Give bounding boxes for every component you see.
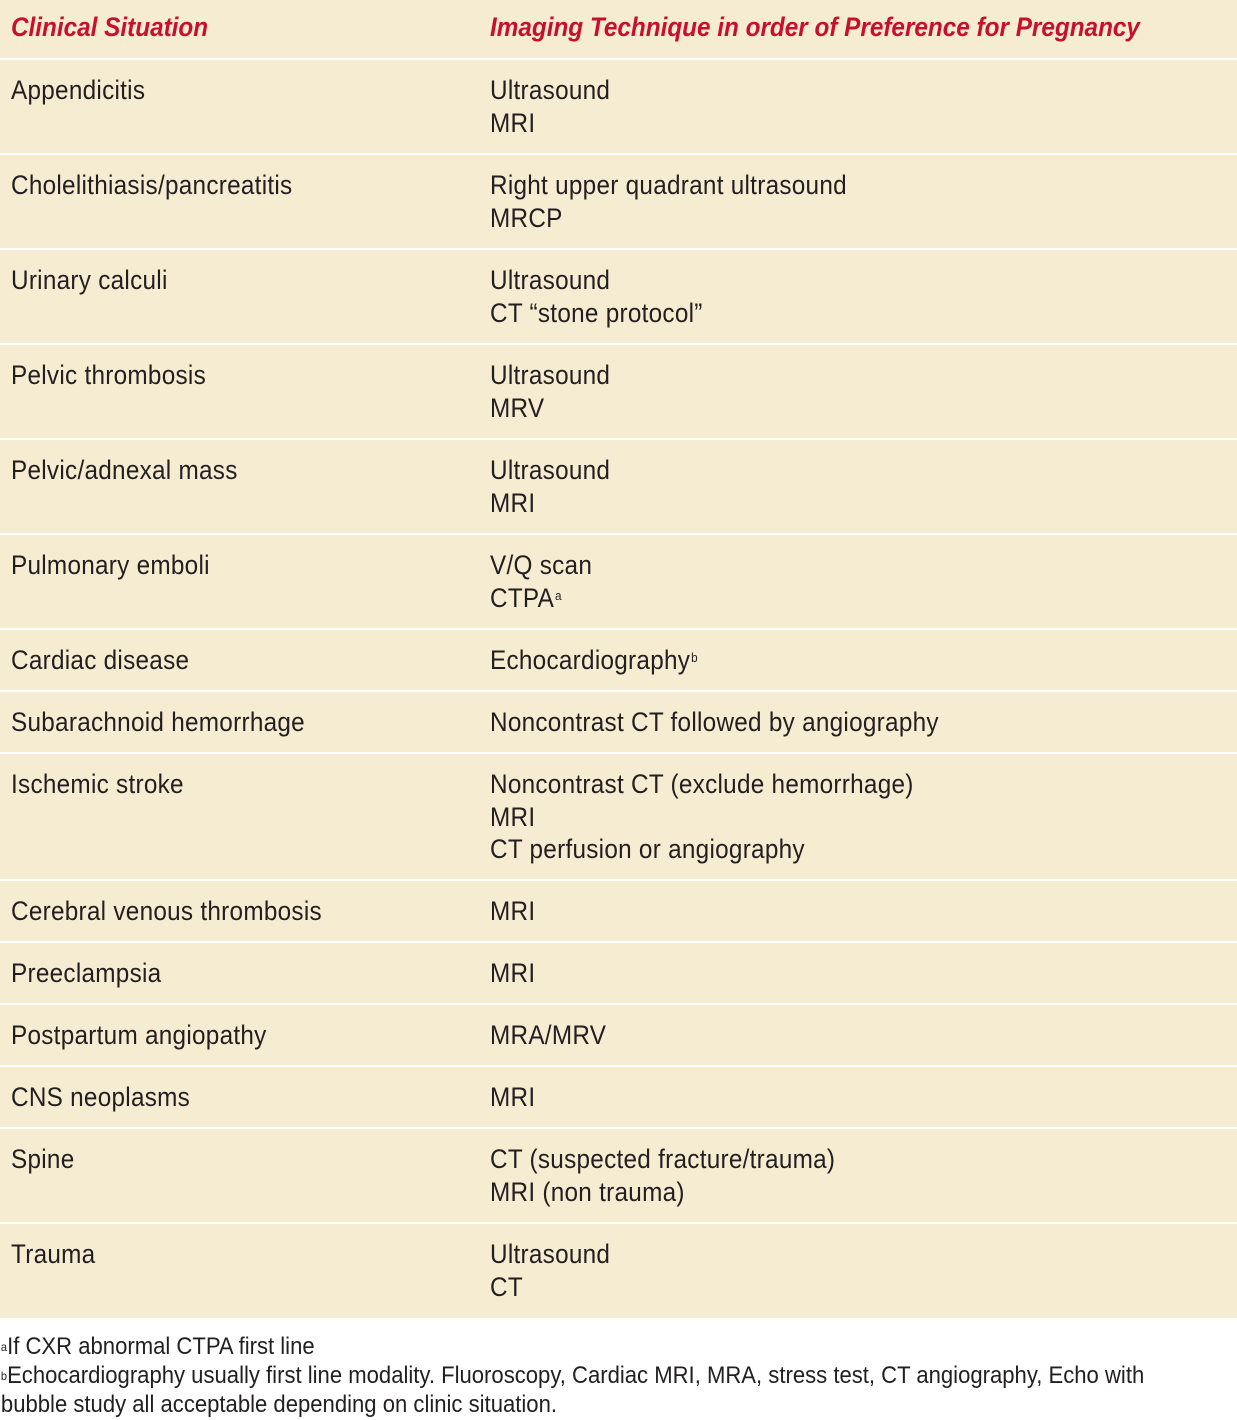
technique-line: [490, 359, 610, 392]
technique-text: CT “stone protocol”: [490, 297, 703, 328]
technique-text: MRCP: [490, 202, 563, 233]
table-row: [0, 1129, 1237, 1224]
imaging-technique-cell: [490, 169, 847, 234]
imaging-technique-cell: [490, 644, 698, 677]
table-row: [0, 250, 1237, 345]
clinical-situation-cell: Preeclampsia: [11, 958, 162, 988]
technique-line: [490, 833, 914, 866]
technique-line: [490, 264, 703, 297]
imaging-technique-cell: [490, 768, 914, 866]
footnote-mark: a: [0, 1340, 8, 1354]
technique-text: Echocardiography: [490, 645, 691, 675]
technique-text: MRI: [490, 107, 536, 138]
technique-text: CT (suspected fracture/trauma): [490, 1144, 836, 1174]
technique-line: [490, 1081, 535, 1114]
technique-line: [490, 706, 939, 739]
technique-text: Right upper quadrant ultrasound: [490, 170, 847, 200]
technique-text: MRI: [490, 801, 536, 832]
technique-text: Ultrasound: [490, 265, 611, 295]
technique-text: Ultrasound: [490, 455, 611, 485]
table-row: [0, 60, 1237, 155]
technique-text: MRI: [490, 1082, 536, 1112]
technique-line: [490, 392, 610, 425]
technique-line: [490, 582, 592, 615]
footnote-text: If CXR abnormal CTPA first line: [7, 1333, 315, 1360]
technique-text: Noncontrast CT followed by angiography: [490, 707, 939, 737]
imaging-technique-cell: [490, 1238, 610, 1303]
technique-line: [490, 1019, 606, 1052]
imaging-technique-cell: [490, 1081, 535, 1114]
technique-text: CT: [490, 1271, 523, 1302]
technique-line: [490, 487, 610, 520]
clinical-situation-cell: Trauma: [11, 1239, 96, 1269]
technique-line: [490, 297, 703, 330]
clinical-situation-cell: Ischemic stroke: [11, 769, 184, 799]
imaging-technique-cell: [490, 264, 703, 329]
table-header-row: [0, 0, 1237, 60]
clinical-situation-cell: Cardiac disease: [11, 645, 190, 675]
footnote-a: [0, 1332, 1225, 1361]
imaging-technique-cell: [490, 74, 610, 139]
clinical-situation-cell: Postpartum angiopathy: [11, 1020, 267, 1050]
footnote-b: [0, 1390, 1225, 1419]
technique-text: CT perfusion or angiography: [490, 834, 805, 864]
imaging-technique-cell: [490, 1019, 606, 1052]
table-row: [0, 155, 1237, 250]
clinical-situation-cell: Subarachnoid hemorrhage: [11, 707, 305, 737]
technique-line: [490, 107, 610, 140]
footnote-b: [0, 1361, 1225, 1390]
table-row: [0, 881, 1237, 943]
technique-text: Noncontrast CT (exclude hemorrhage): [490, 769, 914, 799]
header-clinical-situation: Clinical Situation: [11, 12, 209, 42]
header-imaging-technique: Imaging Technique in order of Preference for Pregnancy: [490, 12, 1140, 42]
technique-text: Ultrasound: [490, 360, 611, 390]
technique-line: [490, 1143, 835, 1176]
footnote-text: bubble study all acceptable depending on clinic situation.: [0, 1391, 557, 1418]
technique-text: MRI: [490, 487, 536, 518]
footnote-marker: a: [554, 587, 562, 603]
imaging-technique-cell: [490, 454, 610, 519]
technique-line: [490, 454, 610, 487]
clinical-situation-cell: Cerebral venous thrombosis: [11, 896, 322, 926]
footnote-text: Echocardiography usually first line modality. Fluoroscopy, Cardiac MRI, MRA, stress test, CT angiography, Echo with: [7, 1362, 1145, 1389]
technique-line: [490, 1271, 610, 1304]
table-row: [0, 1067, 1237, 1129]
clinical-situation-cell: Cholelithiasis/pancreatitis: [11, 170, 293, 200]
footnotes: [0, 1332, 1237, 1419]
clinical-situation-cell: CNS neoplasms: [11, 1082, 191, 1112]
table-row: [0, 535, 1237, 630]
technique-text: V/Q scan: [490, 550, 593, 580]
clinical-situation-cell: Urinary calculi: [11, 265, 168, 295]
clinical-situation-cell: Appendicitis: [11, 75, 146, 105]
technique-line: [490, 644, 698, 677]
table-row: [0, 440, 1237, 535]
technique-line: [490, 169, 847, 202]
clinical-situation-cell: Pelvic/adnexal mass: [11, 455, 238, 485]
imaging-technique-cell: [490, 1143, 835, 1208]
imaging-technique-cell: [490, 549, 592, 614]
table-row: [0, 1005, 1237, 1067]
technique-line: [490, 1176, 835, 1209]
technique-line: [490, 801, 914, 834]
imaging-technique-cell: [490, 895, 535, 928]
technique-line: [490, 895, 535, 928]
technique-line: [490, 549, 592, 582]
imaging-technique-cell: [490, 359, 610, 424]
table-row: [0, 345, 1237, 440]
technique-text: CTPA: [490, 582, 555, 613]
table-row: [0, 692, 1237, 754]
technique-text: Ultrasound: [490, 1239, 611, 1269]
technique-text: MRI (non trauma): [490, 1176, 685, 1207]
table-row: [0, 1224, 1237, 1318]
technique-text: MRI: [490, 896, 536, 926]
table-row: [0, 943, 1237, 1005]
technique-text: MRI: [490, 958, 536, 988]
footnote-marker: b: [691, 650, 698, 665]
technique-text: Ultrasound: [490, 75, 611, 105]
footnote-mark: b: [0, 1369, 8, 1383]
imaging-technique-cell: [490, 706, 939, 739]
technique-text: MRV: [490, 392, 545, 423]
clinical-situation-cell: Pulmonary emboli: [11, 550, 210, 580]
technique-line: [490, 74, 610, 107]
technique-text: MRA/MRV: [490, 1020, 607, 1050]
clinical-situation-cell: Pelvic thrombosis: [11, 360, 207, 390]
table-row: [0, 630, 1237, 692]
table-row: [0, 754, 1237, 881]
imaging-technique-cell: [490, 957, 535, 990]
technique-line: [490, 202, 847, 235]
technique-line: [490, 1238, 610, 1271]
technique-line: [490, 957, 535, 990]
technique-line: [490, 768, 914, 801]
clinical-situation-cell: Spine: [11, 1144, 75, 1174]
